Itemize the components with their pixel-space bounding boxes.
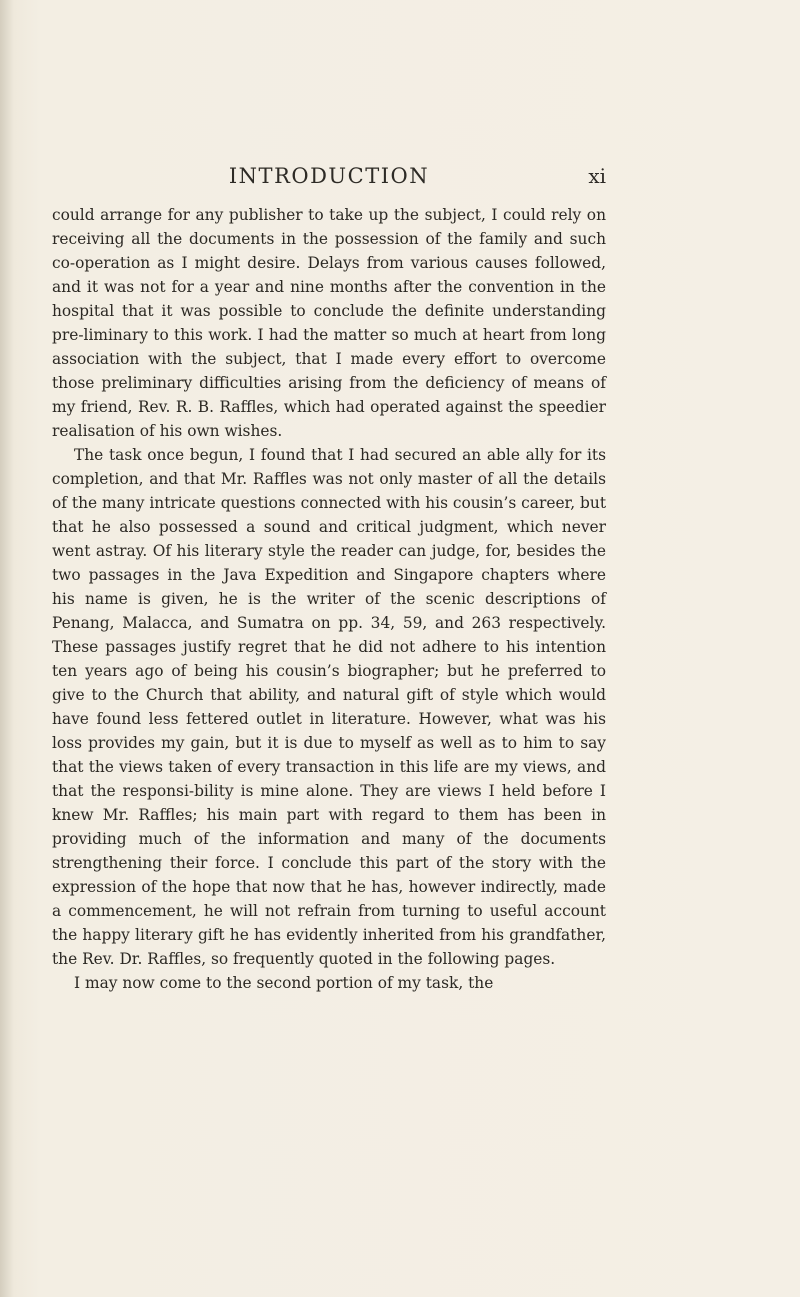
paragraph-continuation: could arrange for any publisher to take up the subject, I could rely on receiving all the documents in the possession of the family and such co-operation as I might desire. Delays from various causes followed, and it was not for a year and nine months after the convention in the hospital that it was possible to conclude the definite understanding pre-liminary to this work. I had the matter so much at heart from long association with the subject, that I made every effort to overcome those preliminary difficulties arising from the deficiency of means of my friend, Rev. R. B. Raffles, which had operated against the speedier realisation of his own wishes.: [52, 206, 606, 440]
body-text: [52, 203, 606, 995]
page-gutter-shadow: [0, 0, 14, 1297]
running-head: [52, 158, 606, 194]
running-title: INTRODUCTION: [228, 164, 430, 188]
paragraph-second-portion: I may now come to the second portion of my task, the: [74, 974, 494, 992]
paragraph-task-begun: The task once begun, I found that I had secured an able ally for its completion, and that Mr. Raffles was not only master of all the details of the many intricate questions connected with his cousin’s career, but that he also possessed a sound and critical judgment, which never went astray. Of his literary style the reader can judge, for, besides the two passages in the Java Expedition and Singapore chapters where his name is given, he is the writer of the scenic descriptions of Penang, Malacca, and Sumatra on pp. 34, 59, and 263 respectively. These passages justify regret that he did not adhere to his intention ten years ago of being his cousin’s biographer; but he preferred to give to the Church that ability, and natural gift of style which would have found less fettered outlet in literature. However, what was his loss provides my gain, but it is due to myself as well as to him to say that the views taken of every transaction in this life are my views, and that the responsi-bility is mine alone. They are views I held before I knew Mr. Raffles; his main part with regard to them has been in providing much of the information and many of the documents strengthening their force. I conclude this part of the story with the expression of the hope that now that he has, however indirectly, made a commencement, he will not refrain from turning to useful account the happy literary gift he has evidently inherited from his grandfather, the Rev. Dr. Raffles, so frequently quoted in the following pages.: [52, 446, 606, 968]
page-number: xi: [588, 164, 606, 188]
